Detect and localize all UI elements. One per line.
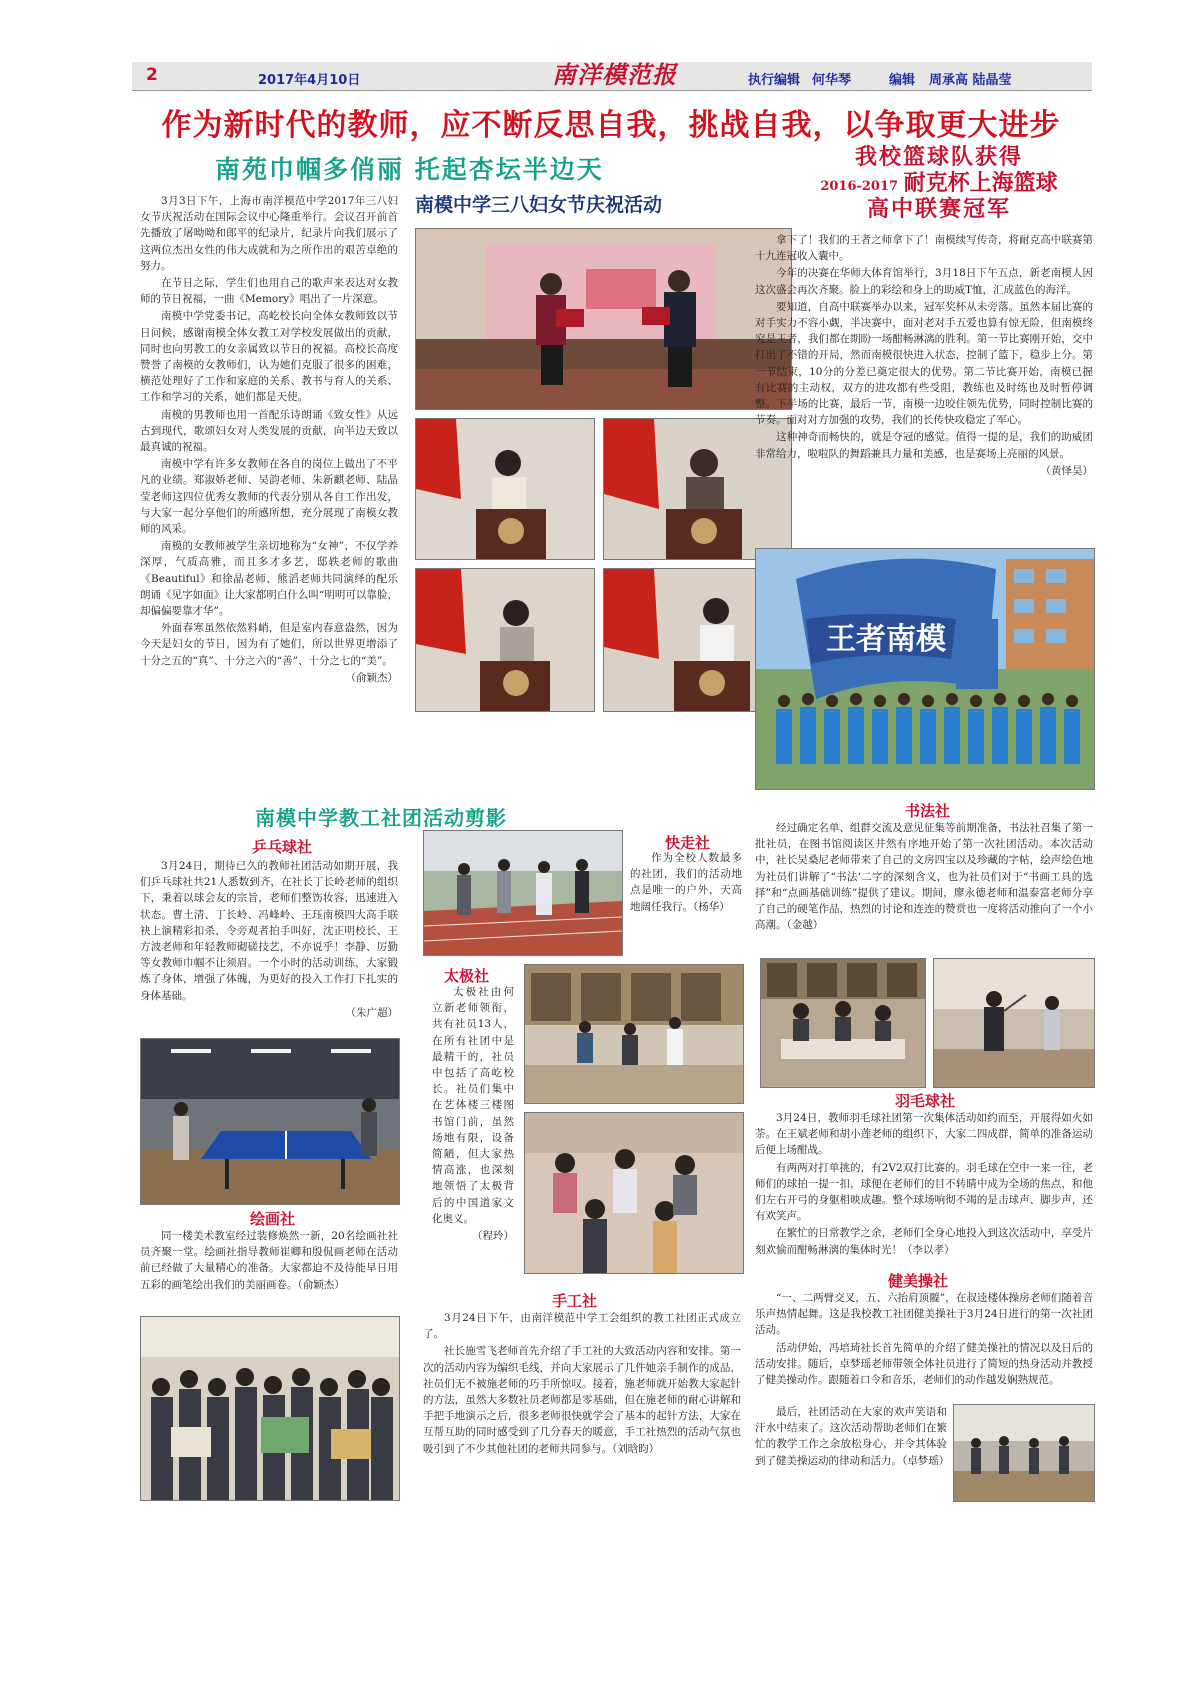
article-paragraph: 3月24日，教师羽毛球社团第一次集体活动如约而至，开展得如火如荼。在王斌老师和胡小莲老师的组织下，大家二四成群，简单的准备运动后便上场酣战。 bbox=[755, 1112, 1093, 1157]
masthead-logo: 南洋模范报 bbox=[552, 60, 677, 89]
calligraphy-article bbox=[755, 820, 1093, 934]
banner-text: 王者南模 bbox=[826, 622, 946, 657]
page-headline: 作为新时代的教师，应不断反思自我，挑战自我，以争取更大进步 bbox=[161, 108, 1061, 143]
walking-club-title: 快走社 bbox=[665, 834, 711, 852]
issue-date: 2017年4月10日 bbox=[258, 73, 361, 88]
taichi-article bbox=[432, 984, 514, 1244]
badminton-article bbox=[755, 1110, 1093, 1259]
article-paragraph: “一、二两臂交叉，五、六抬肩顶髋”，在叔逵楼体操房老师们随着音乐声热情起舞。这是我校教工社团健美操社于3月24日进行的第一次社团活动。 bbox=[755, 1292, 1093, 1337]
fitness-photo bbox=[953, 1404, 1095, 1502]
fitness-article-end bbox=[755, 1404, 950, 1470]
article-paragraph: 同一楼美术教室经过装修焕然一新，20名绘画社社员齐聚一堂。绘画社指导教师崔卿和殷侃画老师在活动前已经做了大量精心的准备。大家都迫不及待能早日用五彩的画笔绘出我们的美丽画卷。（俞颖杰） bbox=[140, 1230, 398, 1291]
page-number: 2 bbox=[146, 65, 158, 85]
article-paragraph: 拿下了！我们的王者之师拿下了！南模续写传奇，将耐克高中联赛第十九连冠收入囊中。 bbox=[755, 234, 1093, 263]
walking-photo bbox=[423, 830, 623, 956]
calligraphy-photo bbox=[760, 958, 926, 1088]
editor-names: 周承高 陆晶莹 bbox=[929, 73, 1012, 88]
article-paragraph: 在繁忙的日常教学之余，老师们全身心地投入到这次活动中，享受片刻欢愉而酣畅淋漓的集体时光！（李以孝） bbox=[755, 1227, 1093, 1256]
walking-article bbox=[630, 850, 742, 916]
womens-day-photo-title: 南模中学三八妇女节庆祝活动 bbox=[415, 194, 663, 216]
article-paragraph: 经过确定名单、组群交流及意见征集等前期准备，书法社召集了第一批社员，在图书馆阅读区井然有序地开始了第一次社团活动。本次活动中，社长吴桑尼老师带来了自己的文房四宝以及珍藏的字帖，绘声绘色地为社员们讲解了“书法‘二字的深刻含义，也为社员们对于“书画工具的选择”和“点画基础训练”提供了建议。期间，廖永德老师和温泰富老师分享了自己的硬笔作品，热烈的讨论和连连的赞赏也一度将活动推向了一个小高潮。（金越） bbox=[755, 822, 1093, 932]
painting-group-photo bbox=[140, 1316, 400, 1501]
stage-hosts-photo bbox=[415, 228, 792, 410]
badminton-photo bbox=[933, 958, 1095, 1088]
pingpong-article bbox=[140, 858, 398, 1021]
taichi-club-title: 太极社 bbox=[444, 967, 490, 985]
article-paragraph: 活动伊始，冯培琦社长首先简单的介绍了健美操社的情况以及日后的活动安排。随后，卓梦瑶老师带领全体社员进行了简短的热身活动并教授了健美操动作。跟随着口令和音乐，老师们的动作越发娴熟规范。 bbox=[755, 1341, 1093, 1387]
article-credit: （朱广超） bbox=[345, 1006, 398, 1019]
taichi-photo bbox=[524, 964, 744, 1104]
painting-article bbox=[140, 1228, 398, 1294]
article-paragraph: 有两两对打单挑的，有2V2双打比赛的。羽毛球在空中一来一往，老师们的球拍一提一扣，球便在老师们的目不转睛中成为全场的焦点，和他们左右开弓的身躯相映成趣。整个球场响彻不竭的是击球声、脚步声，还有欢笑声。 bbox=[755, 1161, 1093, 1223]
exec-editor-name: 何华琴 bbox=[812, 73, 852, 88]
calligraphy-club-title: 书法社 bbox=[905, 802, 951, 820]
article-paragraph: 南模的男教师也用一首配乐诗朗诵《致女性》从远古到现代，歌颂妇女对人类发展的贡献，向半边天致以最真诚的祝福。 bbox=[140, 408, 398, 454]
womens-day-section-title: 南苑巾帼多俏丽 托起杏坛半边天 bbox=[215, 155, 604, 184]
basketball-team-photo bbox=[755, 548, 1095, 790]
fitness-club-title: 健美操社 bbox=[888, 1272, 949, 1290]
article-credit: （黄怿昊） bbox=[1040, 464, 1093, 477]
basketball-title-line1: 我校篮球队获得 bbox=[854, 144, 1023, 170]
speaker-photo bbox=[415, 418, 595, 560]
article-paragraph: 作为全校人数最多的社团，我们的活动地点是唯一的户外，天高地阔任我行。（杨华） bbox=[630, 852, 742, 913]
badminton-club-title: 羽毛球社 bbox=[895, 1092, 956, 1110]
basketball-title-line3: 高中联赛冠军 bbox=[866, 196, 1011, 222]
clubs-section-title: 南模中学教工社团活动剪影 bbox=[255, 806, 507, 830]
handicraft-photo bbox=[524, 1112, 744, 1274]
article-credit: （俞颖杰） bbox=[345, 671, 398, 684]
season-label: 2016-2017 bbox=[820, 179, 899, 194]
pingpong-club-title: 乒乓球社 bbox=[252, 838, 313, 856]
editor-label: 编辑 bbox=[889, 73, 916, 88]
handicraft-article bbox=[423, 1310, 741, 1458]
article-paragraph: 要知道，自高中联赛举办以来，冠军奖杯从未旁落。虽然本届比赛的对手实力不容小觑，半决赛中，面对老对手五爱也算有惊无险，但南模终究是王者，我们都在期盼一场酣畅淋漓的胜利。第一节比赛刚开始，交中打出了不错的开局，然而南模很快进入状态，控制了篮下，稳步上分。第一节结束，10分的分差已奠定很大的优势。第二节比赛开始，南模已握有比赛的主动权，双方的进攻都有些受阻，教练也及时练也及时暂停调整。下半场的比赛，最后一节，南模一边咬住领先优势，同时控制比赛的节奏。面对对方加强的攻势，我们的长传快攻稳定了军心。 bbox=[755, 300, 1093, 427]
article-paragraph: 外面春寒虽然依然料峭，但是室内春意盎然，因为今天是妇女的节日，因为有了她们，所以世界更增添了十分之五的“真”、十分之六的“善”、十分之七的“美”。 bbox=[140, 622, 398, 667]
speaker-photo bbox=[415, 568, 595, 712]
article-credit: （程玲） bbox=[472, 1230, 514, 1243]
article-paragraph: 最后，社团活动在大家的欢声笑语和汗水中结束了。这次活动帮助老师们在繁忙的教学工作之余放松身心，并令其体验到了健美操运动的律动和活力。（卓梦瑶） bbox=[755, 1406, 950, 1467]
article-paragraph: 今年的决赛在华师大体育馆举行，3月18日下午五点，新老南模人因这次盛会再次齐聚。脸上的彩绘和身上的助威T恤，汇成蓝色的海洋。 bbox=[755, 267, 1093, 296]
basketball-article bbox=[755, 232, 1093, 479]
painting-club-title: 绘画社 bbox=[250, 1210, 296, 1228]
article-paragraph: 3月3日下午，上海市南洋模范中学2017年三八妇女节庆祝活动在国际会议中心隆重举行。会议召开前首先播放了屠呦呦和郎平的纪录片，纪录片向我们展示了这两位杰出女性的伟大成就和为之所作出的艰苦卓绝的努力。 bbox=[140, 195, 398, 272]
article-paragraph: 社长施雪飞老师首先介绍了手工社的大致活动内容和安排。第一次的活动内容为编织毛线，并向大家展示了几件她亲手制作的成品，社员们无不被施老师的巧手所惊叹。接着，施老师就开始教大家起针的方法，虽然大多数社员老师都是零基础，但在施老师的耐心讲解和手把手地演示之后，很多老师很快就学会了基本的起针方法，大家在互帮互助的同时感受到了几分春天的暖意，手工社热烈的活动气氛也吸引到了不少其他社团的老师共同参与。（刘晗昀） bbox=[423, 1345, 741, 1455]
article-paragraph: 太极社由何立新老师领衔，共有社员13人，在所有社团中是最精干的，社员中包括了高屹校长。社员们集中在艺体楼三楼图书馆门前，虽然场地有限，设备简陋，但大家热情高涨，也深刻地领悟了太极背后的中国道家文化奥义。 bbox=[432, 986, 514, 1225]
article-paragraph: 南模中学有许多女教师在各自的岗位上做出了不平凡的业绩。郑淑娇老师、吴韵老师、朱新麒老师、陆晶莹老师这四位优秀女教师的代表分别从各自工作出发，与大家一起分享他们的所感所想，充分展现了南模女教师的风采。 bbox=[140, 458, 398, 536]
exec-editor-label: 执行编辑 bbox=[748, 73, 801, 88]
article-paragraph: 这种神奇而畅快的，就是夺冠的感觉。值得一提的是，我们的助威团非常给力，啦啦队的舞蹈兼具力量和美感，也是赛场上亮丽的风景。 bbox=[755, 431, 1093, 460]
article-paragraph: 南模中学党委书记，高屹校长向全体女教师致以节日问候，感谢南模全体女教工对学校发展做出的贡献，同时也向男教工的女亲属致以节日的祝福。高校长高度赞誉了南模的女教师们，认为她们克服了很多的困难，横范处理好了工作和家庭的关系、教书与育人的关系、工作和学习的关系，她们都是天使。 bbox=[140, 310, 398, 404]
pingpong-photo bbox=[140, 1038, 400, 1205]
womens-day-article bbox=[140, 193, 398, 686]
handicraft-club-title: 手工社 bbox=[552, 1292, 598, 1310]
article-paragraph: 南模的女教师被学生亲切地称为“女神”，不仅学养深厚，气质高雅，而且多才多艺，邸轶老师的歌曲《Beautiful》和徐晶老师、熊滔老师共同演绎的配乐朗诵《见字如面》让大家都明白什么叫“明明可以靠脸，却偏偏要靠才华”。 bbox=[140, 540, 398, 618]
article-paragraph: 3月24日，期待已久的教师社团活动如期开展，我们乒乓球社共21人悉数到齐，在社长丁长岭老师的组织下，秉着以球会友的宗旨，老师们整饬妆容，迅速进入状态。曹土清、丁长岭、冯峰岭、王珏南模四大高手联袂上演精彩扣杀，令旁观者拍手叫好，沈正明校长、王方波老师和年轻教师砌磋技艺，不亦说乎！李静、厉勤等女教师巾帼不让须眉。一个小时的活动训练，大家锻炼了身体，增强了体魄，为更好的投入工作打下扎实的身体基础。 bbox=[140, 860, 398, 1002]
cup-name: 耐克杯上海篮球 bbox=[903, 170, 1058, 196]
article-paragraph: 3月24日下午，由南洋模范中学工会组织的教工社团正式成立了。 bbox=[423, 1312, 741, 1341]
fitness-article bbox=[755, 1290, 1093, 1389]
article-paragraph: 在节日之际，学生们也用自己的歌声来表达对女教师的节日祝福，一曲《Memory》唱出了一片深意。 bbox=[140, 277, 398, 306]
